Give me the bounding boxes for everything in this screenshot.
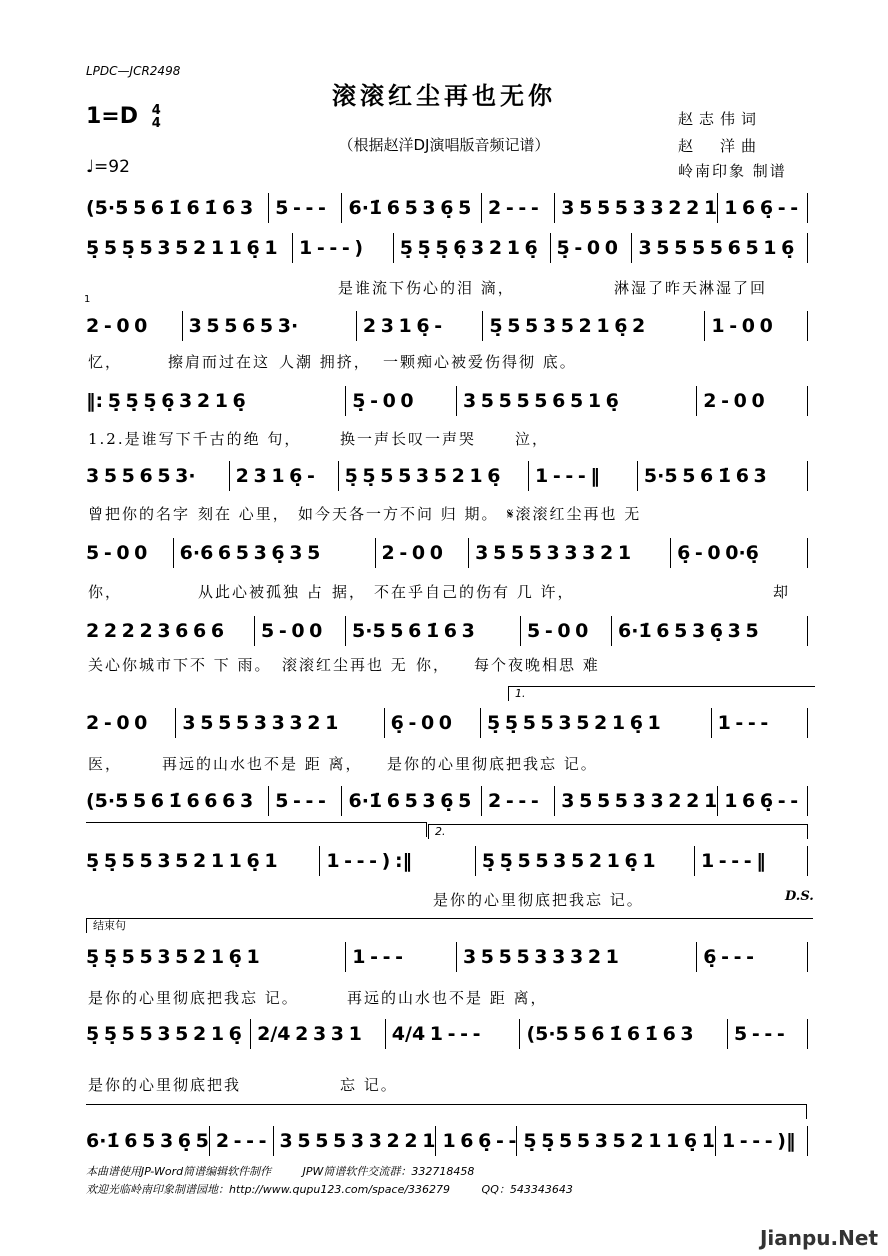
measure: (5·5 5 6 1̇ 6 6 6 3 (86, 790, 254, 812)
lyric-segment: 擦肩而过在这 (168, 353, 271, 371)
barline (807, 786, 808, 816)
notation-row (86, 1125, 808, 1157)
barline (807, 1126, 808, 1156)
measure: 3 5 5 5 3 3 2 2 1 (273, 1126, 436, 1156)
measure: 2 - 0 0 (375, 538, 469, 568)
lyric-segment: 是谁流下伤心的泪 滴， (338, 279, 515, 297)
measure: 3 5 5 6 5 3· (182, 311, 356, 341)
lyric-segment: 你， (88, 583, 123, 601)
barline (807, 233, 808, 263)
barline (807, 846, 808, 876)
notation-row (86, 785, 808, 817)
measure: 5̣ 5̣ 5 5 3 5 2 1 1 6̣ 1 (516, 1126, 715, 1156)
measure: 2/4 2 3 3 1 (250, 1019, 385, 1049)
lyric-segment: 再远的山水也不是 距 离， (162, 755, 363, 773)
barline (807, 386, 808, 416)
lyric-segment: 却 (773, 583, 791, 601)
subtitle: （根据赵洋DJ演唱版音频记谱） (338, 136, 550, 154)
notation-row (86, 310, 808, 342)
barline (807, 708, 808, 738)
measure: 1 - - - ) :‖ (319, 846, 474, 876)
time-top: 4 (151, 103, 161, 118)
footer-line-2 (86, 1181, 573, 1197)
lyric-segment: 如今天各一方不问 归 期。 (298, 505, 499, 523)
notation-row (86, 537, 808, 569)
measure: 5 - - - (727, 1019, 807, 1049)
lyric-segment: 𝄋滚滚红尘再也 无 (507, 505, 642, 523)
measure: 6̣ - - - (696, 942, 807, 972)
ending-bracket (86, 918, 813, 933)
lyric-segment: 1.2.是谁写下千古的绝 句， (88, 430, 302, 448)
notation-row (86, 232, 808, 264)
lyric-segment: 每个夜晚相思 难 (474, 656, 600, 674)
barline (807, 1019, 808, 1049)
measure: 5̣ 5̣ 5 5 3 5 2 1 6̣ 1 (480, 708, 711, 738)
measure: 5 - 0 0 (254, 616, 345, 646)
measure: (5·5 5 6 1̇ 6 1̇ 6 3 (519, 1019, 727, 1049)
notation-row (86, 845, 808, 877)
lyric-segment: 泣， (515, 430, 550, 448)
measure: 6·1̇ 6 5 3 6̣ 5 (341, 786, 481, 816)
lyricist-credit: 赵志伟词 (678, 110, 763, 128)
measure: 4/4 1 - - - (385, 1019, 520, 1049)
measure: 2 2 2 2 3 6 6 6 (86, 620, 225, 642)
measure: 6̣ - 0 0·6̣ (670, 538, 807, 568)
measure: 2 - 0 0 (86, 315, 148, 337)
lyric-segment: 据， (332, 583, 367, 601)
lyric-segment: 滚滚红尘再也 无 (282, 656, 408, 674)
score-code: LPDC—JCR2498 (86, 64, 181, 78)
measure: 3 5 5 5 5 6 5 1 6̣ (456, 386, 696, 416)
measure: 2 - - - (481, 786, 554, 816)
measure: 3 5 5 5 3 3 2 2 1 (554, 193, 717, 223)
lyric-segment: 一颗痴心被爱伤得彻 底。 (383, 353, 577, 371)
volta-2 (428, 824, 808, 839)
barline (807, 193, 808, 223)
measure: 1 - - - )‖ (715, 1126, 807, 1156)
measure: 1 - - - (711, 708, 807, 738)
time-bottom: 4 (151, 116, 161, 131)
measure: 2 - 0 0 (696, 386, 807, 416)
measure: 5̣ 5̣ 5 5 3 5 2 1 6̣ 1 (475, 846, 694, 876)
time-signature (152, 104, 161, 130)
measure: 5 - - - (268, 786, 341, 816)
lyric-segment: 医， (88, 755, 123, 773)
measure: 5·5 5 6 1̇ 6 3 (345, 616, 520, 646)
measure: 5̣ 5̣ 5 5 3 5 2 1 6̣ (338, 461, 528, 491)
measure: 5 - 0 0 (520, 616, 611, 646)
measure: 2 - - - (209, 1126, 273, 1156)
lyric-segment: 淋湿了昨天淋湿了回 (614, 279, 768, 297)
measure: 5 - 0 0 (86, 542, 148, 564)
lyric-segment: 忆， (88, 353, 123, 371)
measure: 5̣ 5̣ 5 5 3 5 2 1 6̣ 1 (86, 946, 260, 968)
measure: 1 - - - ‖ (694, 846, 807, 876)
measure: 3 5 5 5 3 3 3 2 1 (456, 942, 696, 972)
footer-software: 本曲谱使用JP-Word简谱编辑软件制作 (86, 1165, 272, 1178)
measure: 6·1̇ 6 5 3 6̣ 3 5 (611, 616, 807, 646)
lyric-segment: 是你的心里彻底把我忘 记。 (88, 989, 299, 1007)
measure: 6·6 6 5 3 6̣ 3 5 (173, 538, 375, 568)
measure: 1 6 6̣ - - (717, 786, 807, 816)
key-signature (86, 104, 161, 130)
lyric-segment: 再远的山水也不是 距 离， (347, 989, 548, 1007)
lyric-segment: 忘 记。 (340, 1076, 398, 1094)
volta-1 (508, 686, 815, 701)
footer-qq: QQ：543343643 (481, 1183, 573, 1196)
measure: 5̣ 5̣ 5 5 3 5 2 1 6̣ (86, 1023, 242, 1045)
measure: 3 5 5 5 3 3 3 2 1 (175, 708, 383, 738)
measure: 3 5 5 5 3 3 2 2 1 (554, 786, 717, 816)
volta-2-label: 2. (435, 825, 446, 838)
lyric-segment: 换一声长叹一声哭 (340, 430, 477, 448)
lyric-segment: 是你的心里彻底把我 (88, 1076, 242, 1094)
footer-site[interactable]: 欢迎光临岭南印象制谱园地：http://www.qupu123.com/space/336279 (86, 1183, 451, 1196)
measure: 5̣ - 0 0 (345, 386, 456, 416)
measure: 3 5 5 5 3 3 3 2 1 (468, 538, 670, 568)
measure: 2 3 1 6̣ - (229, 461, 338, 491)
measure: (5·5 5 6 1̇ 6 1̇ 6 3 (86, 197, 254, 219)
measure: 1 - 0 0 (704, 311, 807, 341)
footer-line-1 (86, 1163, 474, 1179)
measure: 1 6 6̣ - - (717, 193, 807, 223)
notation-row (86, 1018, 808, 1050)
notation-row (86, 615, 808, 647)
barline (807, 616, 808, 646)
barline (807, 942, 808, 972)
volta-1-continuation (86, 822, 427, 837)
measure: 2 3 1 6̣ - (356, 311, 482, 341)
measure: 5̣ 5 5̣ 5 3 5 2 1 1 6̣ 1 (86, 237, 278, 259)
tempo-mark: ♩=92 (86, 157, 130, 177)
measure: 1 - - - ) (292, 233, 393, 263)
notation-row (86, 707, 808, 739)
barline (807, 461, 808, 491)
measure: 6·1̇ 6 5 3 6̣ 5 (341, 193, 481, 223)
lyric-segment: D.S. (785, 889, 814, 904)
lyric-segment: 曾把你的名字 (88, 505, 191, 523)
barline (807, 538, 808, 568)
composer-credit: 赵 洋曲 (678, 137, 763, 155)
measure: 5 - - - (268, 193, 341, 223)
lyric-segment: 你， (416, 656, 451, 674)
measure: 3 5 5 6 5 3· (86, 465, 196, 487)
ending-bracket-continuation (86, 1104, 807, 1119)
measure: 6̣ - 0 0 (384, 708, 480, 738)
notation-row (86, 460, 808, 492)
lyric-segment: 是你的心里彻底把我忘 记。 (387, 755, 598, 773)
lyric-segment: 不在乎自己的伤有 几 许， (374, 583, 575, 601)
lyric-segment: 刻在 心里， (198, 505, 290, 523)
measure: 5̣ 5̣ 5 5 3 5 2 1 1 6̣ 1 (86, 850, 278, 872)
lyric-segment: 是你的心里彻底把我忘 记。 (433, 891, 644, 909)
measure: 1 6 6̣ - - (435, 1126, 516, 1156)
song-title: 滚滚红尘再也无你 (332, 81, 556, 110)
measure: 5̣ 5 5 3 5 2 1 6̣ 2 (482, 311, 704, 341)
lyric-segment: 从此心被孤独 占 (198, 583, 324, 601)
watermark: Jianpu.Net (759, 1226, 878, 1250)
measure: 6·1̇ 6 5 3 6̣ 5 (86, 1130, 209, 1152)
measure: 5·5 5 6 1̇ 6 3 (637, 461, 807, 491)
notation-row (86, 385, 808, 417)
corner-mark: 1 (84, 294, 91, 305)
lyric-segment: 关心你城市下不 下 雨。 (88, 656, 272, 674)
measure: ‖: 5̣ 5̣ 5̣ 6̣ 3 2 1 6̣ (86, 390, 246, 412)
measure: 1 - - - ‖ (528, 461, 637, 491)
notation-row (86, 941, 808, 973)
measure: 1 - - - (345, 942, 456, 972)
measure: 2 - - - (481, 193, 554, 223)
key-label: 1=D (86, 104, 139, 129)
arranger-credit: 岭南印象 制谱 (678, 162, 787, 180)
barline (807, 311, 808, 341)
measure: 5̣ - 0 0 (550, 233, 632, 263)
ending-label: 结束句 (93, 919, 126, 932)
measure: 2 - 0 0 (86, 712, 148, 734)
notation-row (86, 192, 808, 224)
footer-group: JPW简谱软件交流群：332718458 (302, 1165, 475, 1178)
volta-1-label: 1. (515, 687, 526, 700)
measure: 3 5 5 5 5 6 5 1 6̣ (631, 233, 807, 263)
lyric-segment: 人潮 拥挤， (279, 353, 371, 371)
measure: 5̣ 5̣ 5̣ 6̣ 3 2 1 6̣ (393, 233, 550, 263)
